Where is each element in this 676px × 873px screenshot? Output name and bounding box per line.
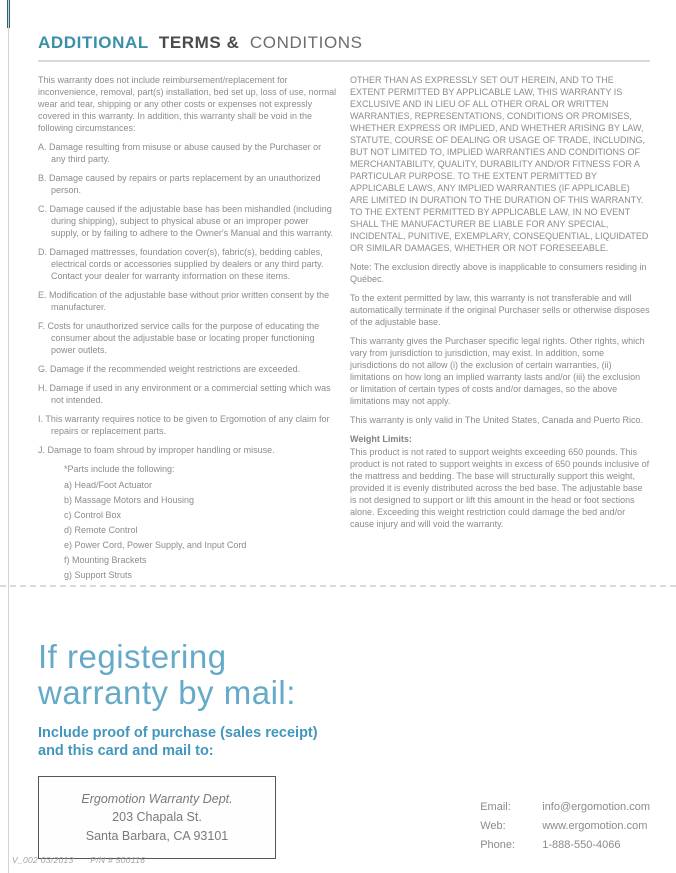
- item-text: Modification of the adjustable base without prior written consent by the manufacturer.: [49, 290, 330, 312]
- item-text: Damaged mattresses, foundation cover(s), fabric(s), bedding cables, electrical cords or accessories supplied by dealers or any third party. Contact your dealer for warranty information on these items.: [49, 247, 324, 281]
- parts-list: [38, 463, 338, 581]
- mail-instructions-line1: Include proof of purchase (sales receipt): [38, 724, 318, 741]
- exclusion-item-i: [38, 413, 338, 437]
- mail-instructions: [38, 724, 650, 762]
- exclusions-intro: This warranty does not include reimbursement/replacement for inconvenience, removal, part(s) installation, bed set up, loss of use, normal wear and tear, shipping or any other costs or expenses not expressly covered in this warranty. In addition, this warranty shall be void in the following circumstances:: [38, 75, 337, 133]
- exclusion-item-g: [38, 363, 338, 375]
- item-text: Damage if used in any environment or a commercial setting which was not intended.: [49, 383, 331, 405]
- document-footer: [12, 855, 159, 865]
- item-label: F.: [38, 321, 46, 331]
- part-item: a) Head/Foot Actuator: [64, 480, 153, 490]
- terms-right-column: [350, 74, 650, 584]
- contact-row-web: [480, 820, 650, 832]
- contact-label: Phone:: [480, 838, 516, 851]
- exclusion-item-h: [38, 382, 338, 406]
- item-label: B.: [38, 173, 47, 183]
- part-item: c) Control Box: [64, 510, 122, 520]
- page-title-dark: TERMS &: [158, 33, 240, 52]
- item-label: A.: [38, 142, 47, 152]
- exclusion-item-e: [38, 289, 338, 313]
- contact-web-value: www.ergomotion.com: [542, 819, 648, 832]
- page-title: [38, 33, 650, 53]
- weight-limits-heading: Weight Limits:: [350, 434, 412, 444]
- contact-label: Email:: [480, 800, 511, 813]
- legal-rights-paragraph: This warranty gives the Purchaser specific legal rights. Other rights, which vary from jurisdiction to jurisdiction, may exist. In addition, some jurisdictions do not allow (i) the exclusion of certain warranties, (ii) limitations on how long an implied warranty lasts and/or (iii) the exclusion or limitation of certain types of costs and/or damages, so the above limitations may not apply.: [350, 336, 645, 406]
- exclusion-item-j: [38, 444, 338, 456]
- page-title-accent: ADDITIONAL: [38, 33, 149, 52]
- mail-registration-heading: [38, 639, 650, 712]
- part-item: g) Support Struts: [64, 570, 133, 580]
- mail-registration-section: [0, 587, 676, 873]
- item-text: Damage caused by repairs or parts replacement by an unauthorized person.: [49, 173, 321, 195]
- mail-heading-line2: warranty by mail:: [38, 674, 296, 712]
- item-label: C.: [38, 204, 47, 214]
- mailing-address-box: [38, 776, 276, 858]
- part-item: f) Mounting Brackets: [64, 555, 147, 565]
- item-text: This warranty requires notice to be given to Ergomotion of any claim for repairs or replacement parts.: [45, 414, 330, 436]
- page-title-light: CONDITIONS: [249, 33, 363, 52]
- exclusion-item-a: [38, 141, 338, 165]
- exclusion-item-f: [38, 320, 338, 356]
- terms-columns: [38, 74, 650, 584]
- contact-label: Web:: [480, 819, 506, 832]
- mail-instructions-line2: and this card and mail to:: [38, 743, 214, 760]
- contact-row-phone: [480, 839, 650, 851]
- contact-row-email: [480, 801, 650, 813]
- item-text: Costs for unauthorized service calls for the purpose of educating the consumer about the adjustable base or locating proper functioning power outlets.: [47, 321, 320, 355]
- item-text: Damage if the recommended weight restrictions are exceeded.: [50, 364, 301, 374]
- contact-info: [480, 801, 650, 851]
- item-label: G.: [38, 364, 48, 374]
- item-text: Damage resulting from misuse or abuse caused by the Purchaser or any third party.: [49, 142, 322, 164]
- address-street: 203 Chapala St.: [112, 810, 202, 825]
- validity-region-paragraph: This warranty is only valid in The United States, Canada and Puerto Rico.: [350, 415, 643, 425]
- terms-left-column: [38, 74, 338, 584]
- exclusion-item-b: [38, 172, 338, 196]
- title-divider: [38, 60, 650, 62]
- mail-heading-line1: If registering: [38, 638, 227, 675]
- exclusion-item-c: [38, 203, 338, 239]
- item-text: Damage to foam shroud by improper handling or misuse.: [47, 445, 275, 455]
- weight-limits-paragraph: This product is not rated to support weights exceeding 650 pounds. This product is not rated to support weights in excess of 650 pounds inclusive of the mattress and bedding. The base will structurally support this weight, provided it is evenly distributed across the bed base. The adjustable base is not designed to support or lift this amount in the head or foot sections alone. Exceeding this weight restriction could damage the bed and/or cause injury and will void the warranty.: [350, 447, 650, 529]
- address-name: Ergomotion Warranty Dept.: [81, 792, 233, 807]
- parts-list-note: *Parts include the following:: [64, 464, 175, 474]
- item-text: Damage caused if the adjustable base has been mishandled (including during shipping), subject to physical abuse or an improper power supply, or by failing to adhere to the Owner's Manual and this warranty.: [49, 204, 334, 238]
- footer-version: V_002 03/2013: [12, 855, 74, 865]
- contact-phone-value: 1-888-550-4066: [542, 838, 621, 851]
- item-label: J.: [38, 445, 46, 455]
- item-label: E.: [38, 290, 47, 300]
- part-item: e) Power Cord, Power Supply, and Input Cord: [64, 540, 247, 550]
- part-item: d) Remote Control: [64, 525, 138, 535]
- part-item: b) Massage Motors and Housing: [64, 495, 195, 505]
- transferability-paragraph: To the extent permitted by law, this warranty is not transferable and will automatically terminate if the original Purchaser sells or otherwise disposes of the adjustable base.: [350, 293, 650, 327]
- address-city: Santa Barbara, CA 93101: [85, 828, 229, 843]
- quebec-note-paragraph: Note: The exclusion directly above is inapplicable to consumers residing in Québec.: [350, 262, 647, 284]
- item-label: I.: [38, 414, 44, 424]
- item-label: H.: [38, 383, 47, 393]
- footer-part-number: P/N # 500116: [90, 855, 146, 865]
- legal-disclaimer-paragraph: OTHER THAN AS EXPRESSLY SET OUT HEREIN, AND TO THE EXTENT PERMITTED BY APPLICABLE LAW, THIS WARRANTY IS EXCLUSIVE AND IN LIEU OF ALL OTHER ORAL OR WRITTEN WARRANTIES, REPRESENTATIONS, CONDITIONS OR PROMISES, WHETHER EXPRESS OR IMPLIED, AND WHETHER ARISING BY LAW, STATUTE, COURSE OF DEALING OR USAGE OF TRADE, INCLUDING, BUT NOT LIMITED TO, IMPLIED WARRANTIES AND CONDITIONS OF MERCHANTABILITY, QUALITY, DURABILITY AND/OR FITNESS FOR A PARTICULAR PURPOSE. TO THE EXTENT PERMITTED BY APPLICABLE LAWS, ANY IMPLIED WARRANTIES (IF APPLICABLE) ARE LIMITED IN DURATION TO THE DURATION OF THIS WARRANTY. TO THE EXTENT PERMITTED BY APPLICABLE LAW, IN NO EVENT SHALL THE MANUFACTURER BE LIABLE FOR ANY SPECIAL, INCIDENTAL, PUNITIVE, EXEMPLARY, CONSEQUENTIAL, LIQUIDATED OR SIMILAR DAMAGES, WHETHER OR NOT FORESEEABLE.: [350, 75, 649, 253]
- contact-email-value: info@ergomotion.com: [542, 800, 650, 813]
- exclusion-item-d: [38, 246, 338, 282]
- item-label: D.: [38, 247, 47, 257]
